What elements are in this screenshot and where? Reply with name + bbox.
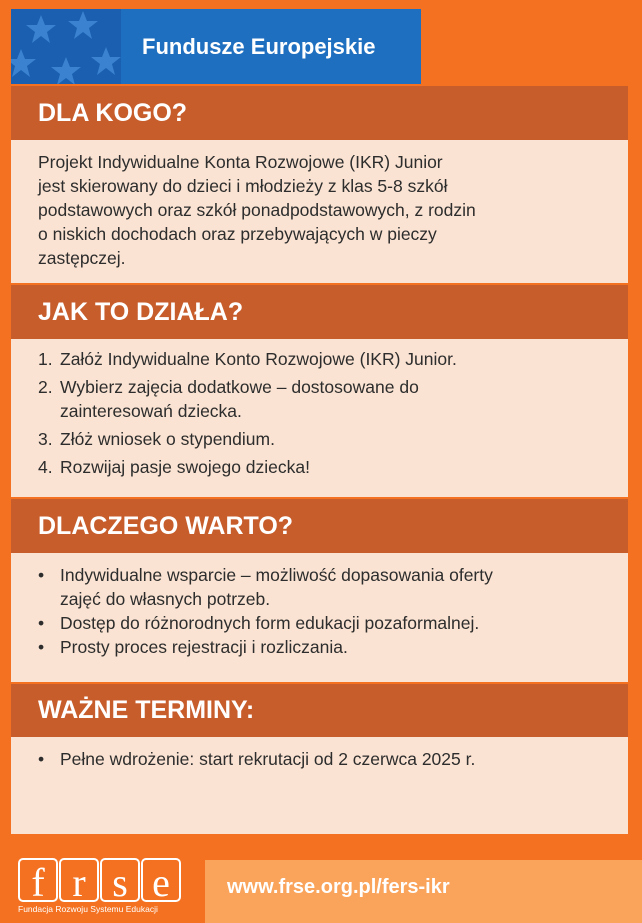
section-panel-wazne-terminy — [11, 737, 628, 834]
bullet-text: Indywidualne wsparcie – możliwość dopasowania oferty — [60, 565, 493, 585]
website-link[interactable]: www.frse.org.pl/fers-ikr — [227, 876, 450, 898]
step-text: Rozwijaj pasje swojego dziecka! — [60, 457, 310, 477]
section-panel-jak-to-dziala — [11, 339, 628, 497]
bullet-text: zajęć do własnych potrzeb. — [60, 589, 271, 609]
section-heading-jak-to-dziala: JAK TO DZIAŁA? — [11, 285, 628, 339]
list-item — [38, 347, 601, 371]
paragraph-line: podstawowych oraz szkół ponadpodstawowych, z rodzin — [38, 200, 476, 220]
frse-logo — [11, 848, 201, 923]
section-heading-wazne-terminy: WAŻNE TERMINY: — [11, 684, 628, 737]
section-heading-dlaczego-warto: DLACZEGO WARTO? — [11, 499, 628, 553]
paragraph-line: jest skierowany do dzieci i młodzieży z klas 5-8 szkół — [38, 176, 448, 196]
bullet-text: Prosty proces rejestracji i rozliczania. — [60, 637, 348, 657]
list-item — [38, 635, 601, 659]
eu-funds-header — [11, 9, 421, 84]
bullet-text: Dostęp do różnorodnych form edukacji pozaformalnej. — [60, 613, 480, 633]
step-text: Wybierz zajęcia dodatkowe – dostosowane do — [60, 377, 419, 397]
logo-letter-f: f — [31, 860, 45, 902]
frse-logo-mark — [18, 858, 183, 902]
step-text: Złóż wniosek o stypendium. — [60, 429, 275, 449]
section-panel-dlaczego-warto — [11, 553, 628, 682]
section-paragraph — [38, 150, 601, 270]
step-number: 2. — [38, 377, 53, 397]
section-panel-dla-kogo — [11, 140, 628, 283]
bullet-icon: • — [38, 637, 45, 657]
list-item — [38, 427, 601, 451]
steps-list — [38, 347, 601, 479]
step-text: zainteresowań dziecka. — [60, 401, 242, 421]
list-item — [38, 563, 601, 611]
step-number: 1. — [38, 349, 53, 369]
bullet-icon: • — [38, 749, 45, 769]
bullet-text: Pełne wdrożenie: start rekrutacji od 2 czerwca 2025 r. — [60, 749, 476, 769]
list-item — [38, 455, 601, 479]
footer-url-bar — [205, 860, 642, 923]
paragraph-line: Projekt Indywidualne Konta Rozwojowe (IKR) Junior — [38, 152, 443, 172]
header-title: Fundusze Europejskie — [142, 34, 376, 59]
logo-letter-r: r — [72, 860, 86, 902]
step-number: 4. — [38, 457, 53, 477]
paragraph-line: o niskich dochodach oraz przebywających w pieczy — [38, 224, 437, 244]
eu-stars-icon — [11, 9, 121, 84]
frse-logo-subtitle: Fundacja Rozwoju Systemu Edukacji — [18, 904, 158, 914]
benefits-list — [38, 563, 601, 659]
list-item — [38, 747, 601, 771]
section-heading-dla-kogo: DLA KOGO? — [11, 86, 628, 140]
logo-letter-s: s — [112, 860, 128, 902]
step-number: 3. — [38, 429, 53, 449]
paragraph-line: zastępczej. — [38, 248, 126, 268]
dates-list — [38, 747, 601, 771]
bullet-icon: • — [38, 613, 45, 633]
logo-letter-e: e — [152, 860, 170, 902]
bullet-icon: • — [38, 565, 45, 585]
step-text: Załóż Indywidualne Konto Rozwojowe (IKR) Junior. — [60, 349, 457, 369]
list-item — [38, 375, 601, 423]
list-item — [38, 611, 601, 635]
